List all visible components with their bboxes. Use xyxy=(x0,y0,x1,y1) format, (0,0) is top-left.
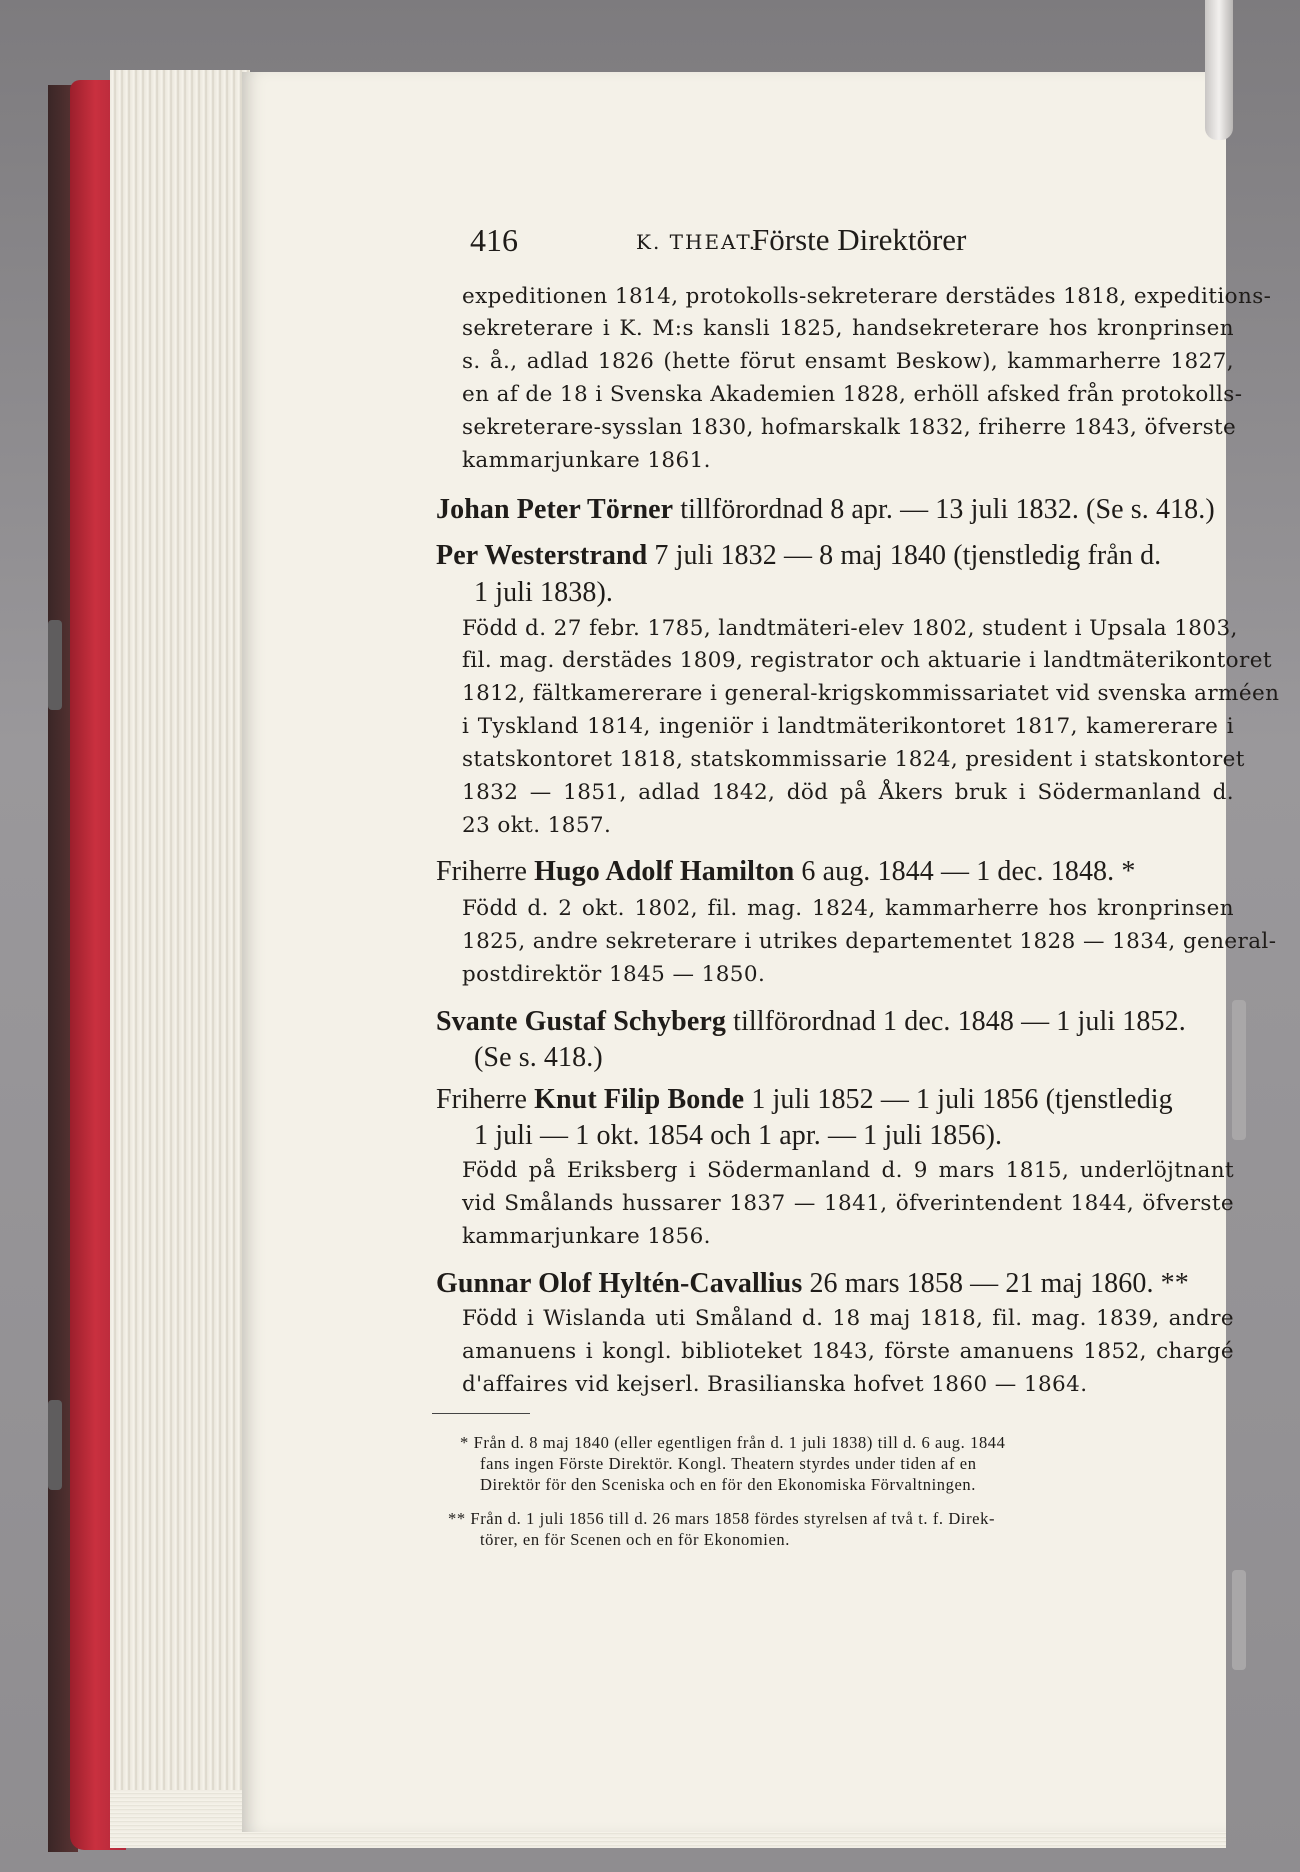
footnote-line: törer, en för Scenen och en för Ekonomien. xyxy=(480,1530,790,1549)
entry-text: tillförordnad 8 apr. — 13 juli 1832. (Se s. 418.) xyxy=(673,494,1215,525)
scanner-clip-right xyxy=(1232,1000,1246,1140)
entry-text: 7 juli 1832 — 8 maj 1840 (tjenstledig från d. xyxy=(647,540,1162,571)
bookmark-ribbon xyxy=(1205,0,1233,140)
entry-name: Per Westerstrand xyxy=(436,540,648,571)
intro-line: expeditionen 1814, protokolls-sekreterare derstädes 1818, expeditions- xyxy=(462,284,1272,309)
detail-line: 23 okt. 1857. xyxy=(462,813,612,838)
detail-line: i Tyskland 1814, ingeniör i landtmäterikontoret 1817, kamererare i xyxy=(462,714,1234,739)
scanner-clip-left xyxy=(48,620,62,710)
entry-name: Svante Gustaf Schyberg xyxy=(436,1006,726,1037)
page-number: 416 xyxy=(470,222,518,258)
detail-line: 1832 — 1851, adlad 1842, död på Åkers bruk i Södermanland d. xyxy=(462,780,1234,805)
detail-line: amanuens i kongl. biblioteket 1843, förste amanuens 1852, chargé xyxy=(462,1339,1234,1364)
footnote-line: Direktör för den Sceniska och en för den Ekonomiska Förvaltningen. xyxy=(480,1475,976,1494)
entry-hamilton xyxy=(436,856,1135,888)
detail-line: d'affaires vid kejserl. Brasilianska hofvet 1860 — 1864. xyxy=(462,1372,1088,1397)
entry-name: Johan Peter Törner xyxy=(436,494,674,525)
intro-line: en af de 18 i Svenska Akademien 1828, erhöll afsked från protokolls- xyxy=(462,382,1243,407)
detail-line: statskontoret 1818, statskommissarie 1824, president i statskontoret xyxy=(462,747,1245,772)
entry-cavallius xyxy=(436,1268,1189,1300)
detail-line: Född d. 27 febr. 1785, landtmäteri-elev 1802, student i Upsala 1803, xyxy=(462,616,1238,641)
page-edges-left xyxy=(110,70,250,1848)
entry-name: Hugo Adolf Hamilton xyxy=(534,856,795,887)
footnote-rule xyxy=(432,1413,530,1414)
footnote-line: * Från d. 8 maj 1840 (eller egentligen från d. 1 juli 1838) till d. 6 aug. 1844 xyxy=(460,1433,1006,1452)
scanner-clip-right-lower xyxy=(1232,1570,1246,1670)
entry-text: 26 mars 1858 — 21 maj 1860. ** xyxy=(802,1268,1189,1299)
entry-continuation: (Se s. 418.) xyxy=(474,1042,603,1073)
detail-line: postdirektör 1845 — 1850. xyxy=(462,962,766,987)
entry-text: 1 juli 1852 — 1 juli 1856 (tjenstledig xyxy=(744,1084,1173,1115)
intro-line: s. å., adlad 1826 (hette förut ensamt Beskow), kammarherre 1827, xyxy=(462,349,1234,374)
detail-line: vid Smålands hussarer 1837 — 1841, öfverintendent 1844, öfverste xyxy=(462,1191,1234,1216)
footnote-line: ** Från d. 1 juli 1856 till d. 26 mars 1858 fördes styrelsen af två t. f. Direk- xyxy=(448,1509,996,1528)
intro-line: kammarjunkare 1861. xyxy=(462,448,711,473)
detail-line: Född d. 2 okt. 1802, fil. mag. 1824, kammarherre hos kronprinsen xyxy=(462,896,1234,921)
detail-line: Född i Wislanda uti Småland d. 18 maj 1818, fil. mag. 1839, andre xyxy=(462,1306,1234,1331)
entry-prefix: Friherre xyxy=(436,1084,535,1115)
entry-continuation: 1 juli 1838). xyxy=(474,577,613,608)
entry-text: 6 aug. 1844 — 1 dec. 1848. * xyxy=(794,856,1136,887)
scanner-clip-left-lower xyxy=(48,1400,62,1490)
intro-line: sekreterare-sysslan 1830, hofmarskalk 1832, friherre 1843, öfverste xyxy=(462,415,1237,440)
intro-line: sekreterare i K. M:s kansli 1825, handsekreterare hos kronprinsen xyxy=(462,316,1234,341)
entry-torner xyxy=(436,494,1215,526)
detail-line: Född på Eriksberg i Södermanland d. 9 mars 1815, underlöjtnant xyxy=(462,1158,1234,1183)
detail-line: kammarjunkare 1856. xyxy=(462,1224,711,1249)
entry-bonde xyxy=(436,1084,1173,1116)
detail-line: fil. mag. derstädes 1809, registrator och aktuarie i landtmäterikontoret xyxy=(462,648,1272,673)
entry-schyberg xyxy=(436,1006,1186,1038)
entry-westerstrand xyxy=(436,540,1161,572)
detail-line: 1825, andre sekreterare i utrikes departementet 1828 — 1834, general- xyxy=(462,929,1277,954)
entry-prefix: Friherre xyxy=(436,856,535,887)
footnote-line: fans ingen Förste Direktör. Kongl. Theatern styrdes under tiden af en xyxy=(480,1454,977,1473)
header-abbrev: K. THEAT. xyxy=(636,230,758,254)
page-title: Förste Direktörer xyxy=(752,222,967,257)
entry-name: Knut Filip Bonde xyxy=(534,1084,745,1115)
detail-line: 1812, fältkamererare i general-krigskommissariatet vid svenska arméen xyxy=(462,681,1280,706)
entry-continuation: 1 juli — 1 okt. 1854 och 1 apr. — 1 juli 1856). xyxy=(474,1120,1003,1151)
entry-name: Gunnar Olof Hyltén-Cavallius xyxy=(436,1268,803,1299)
entry-text: tillförordnad 1 dec. 1848 — 1 juli 1852. xyxy=(726,1006,1186,1037)
